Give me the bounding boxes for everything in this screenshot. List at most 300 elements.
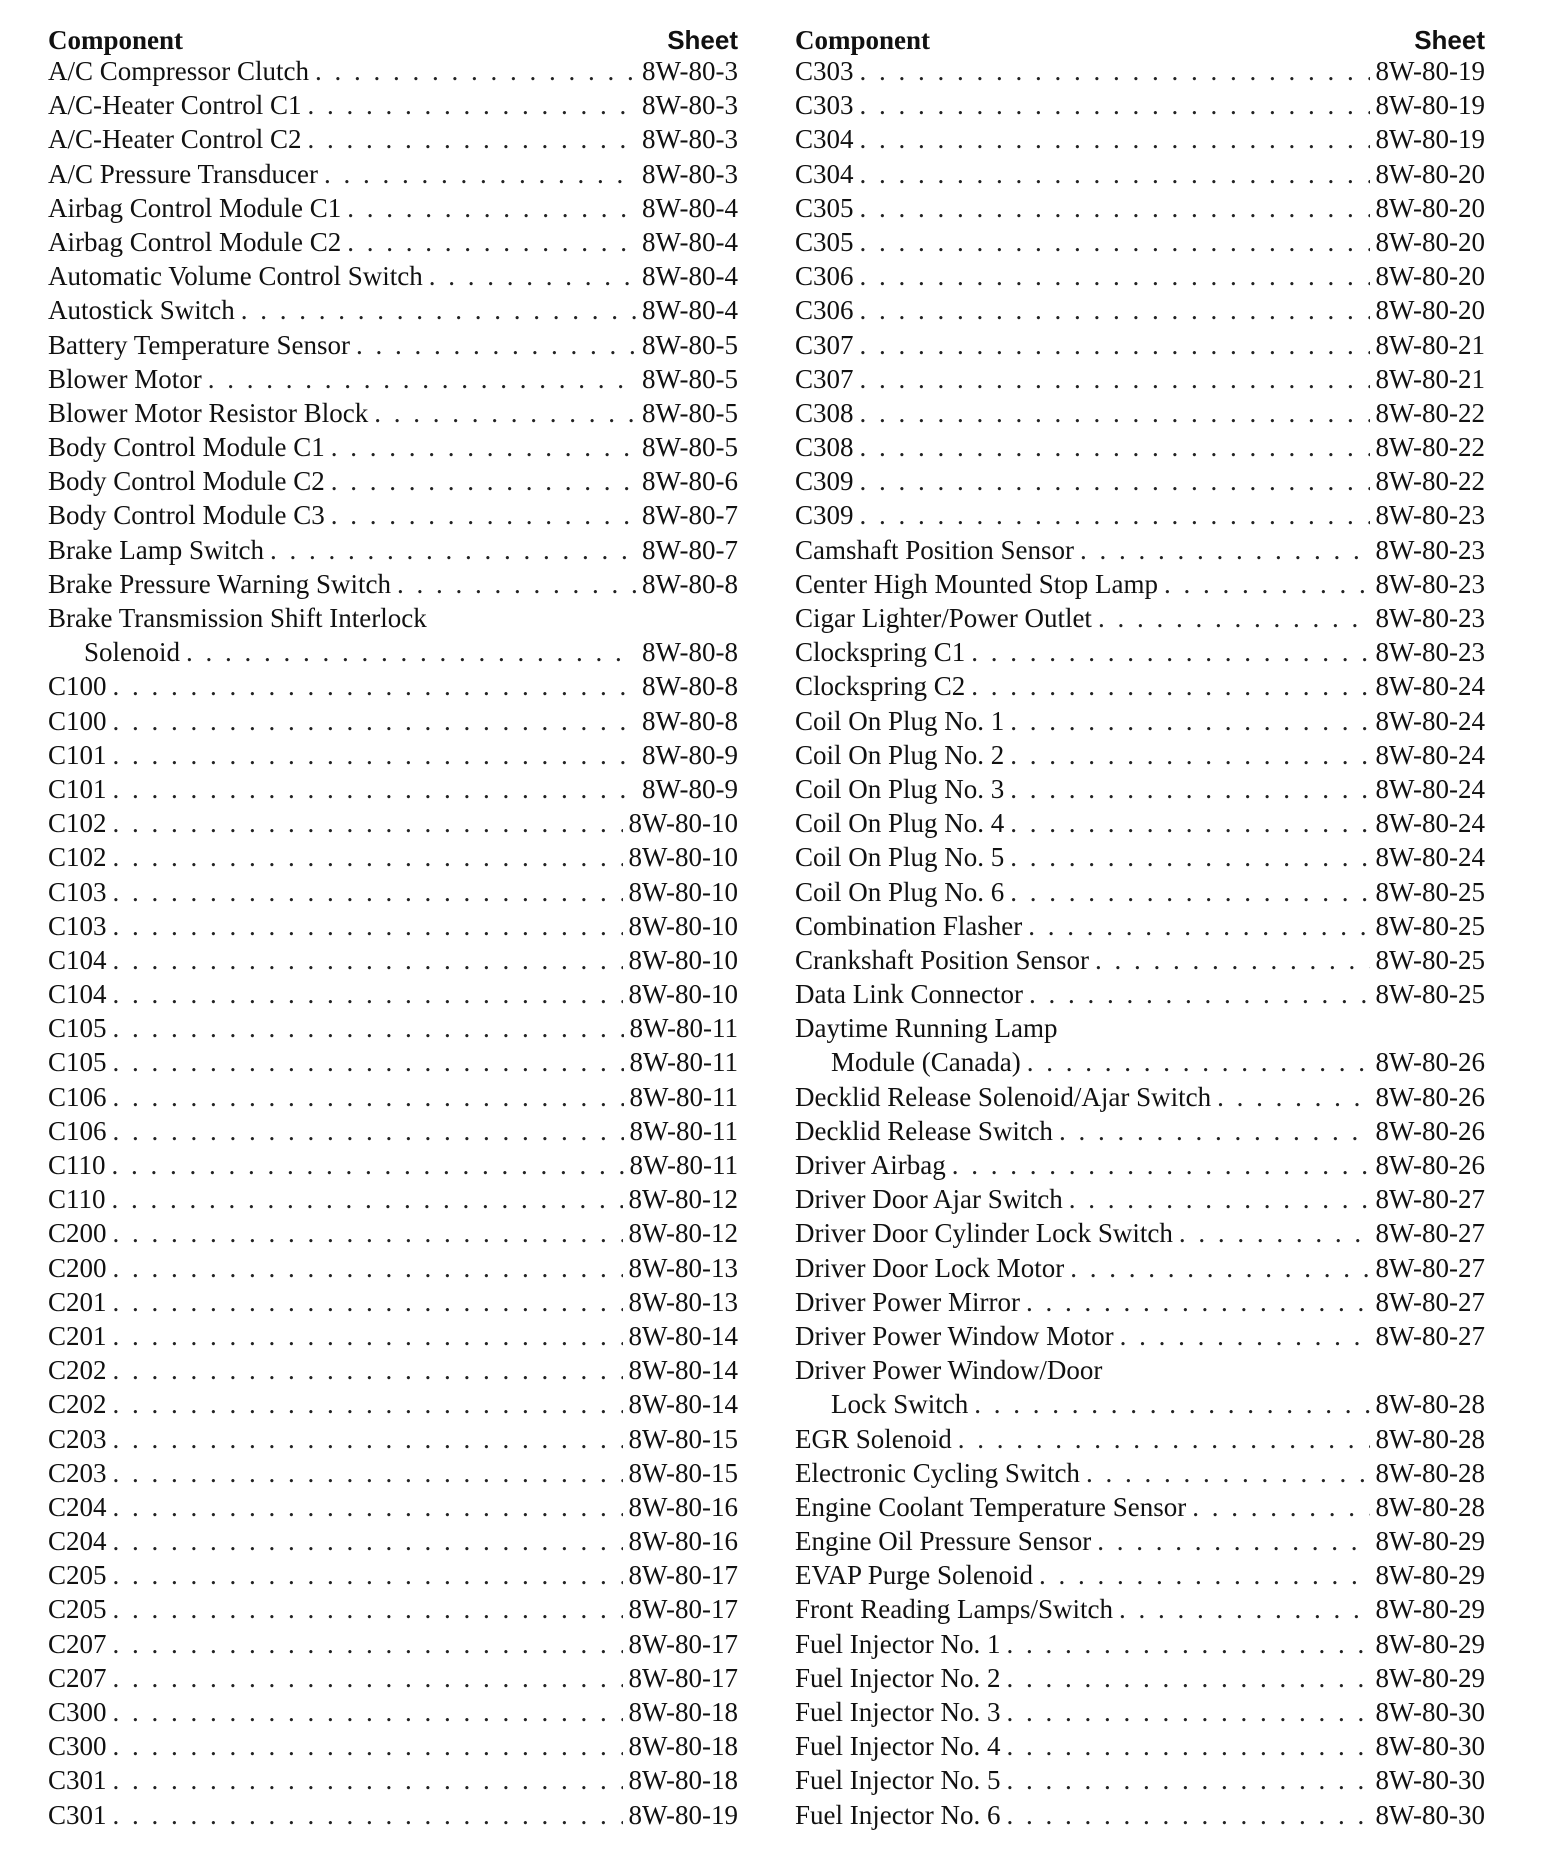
component-name: Fuel Injector No. 6 bbox=[795, 1799, 1001, 1830]
dot-leader bbox=[113, 1287, 623, 1318]
dot-leader bbox=[270, 535, 636, 566]
component-name: Module (Canada) bbox=[831, 1047, 1021, 1078]
component-name: Blower Motor bbox=[48, 363, 202, 394]
sheet-heading: Sheet bbox=[667, 25, 738, 55]
index-entry bbox=[795, 671, 1485, 705]
index-entry bbox=[48, 295, 738, 329]
sheet-number: 8W-80-26 bbox=[1375, 1081, 1485, 1112]
sheet-number: 8W-80-27 bbox=[1375, 1218, 1485, 1249]
index-entry bbox=[48, 90, 738, 124]
component-name: C101 bbox=[48, 773, 107, 804]
dot-leader bbox=[374, 398, 636, 429]
component-name: C207 bbox=[48, 1628, 107, 1659]
component-name: Brake Lamp Switch bbox=[48, 534, 264, 565]
dot-leader bbox=[1006, 1731, 1369, 1762]
index-entry bbox=[795, 535, 1485, 569]
dot-leader bbox=[356, 330, 636, 361]
dot-leader bbox=[113, 1013, 624, 1044]
component-name: C103 bbox=[48, 876, 107, 907]
component-name: C200 bbox=[48, 1218, 107, 1249]
dot-leader bbox=[860, 466, 1370, 497]
index-entry bbox=[48, 398, 738, 432]
index-entry bbox=[48, 1253, 738, 1287]
sheet-number: 8W-80-24 bbox=[1375, 842, 1485, 873]
component-name: Coil On Plug No. 3 bbox=[795, 773, 1005, 804]
dot-leader bbox=[315, 56, 636, 87]
index-entry bbox=[48, 1047, 738, 1081]
dot-leader bbox=[1059, 1116, 1370, 1147]
sheet-number: 8W-80-23 bbox=[1375, 568, 1485, 599]
dot-leader bbox=[113, 1800, 623, 1831]
index-entry bbox=[48, 1287, 738, 1321]
sheet-number: 8W-80-11 bbox=[629, 1081, 738, 1112]
component-name: C204 bbox=[48, 1491, 107, 1522]
dot-leader bbox=[1010, 842, 1369, 873]
index-entry bbox=[48, 1013, 738, 1047]
sheet-number: 8W-80-11 bbox=[629, 1115, 738, 1146]
sheet-number: 8W-80-7 bbox=[642, 500, 738, 531]
index-entry bbox=[48, 1663, 738, 1697]
dot-leader bbox=[113, 1116, 624, 1147]
index-entry bbox=[48, 159, 738, 193]
component-name: C204 bbox=[48, 1526, 107, 1557]
index-entry bbox=[795, 1150, 1485, 1184]
dot-leader bbox=[347, 227, 636, 258]
dot-leader bbox=[113, 1082, 624, 1113]
index-entry bbox=[795, 90, 1485, 124]
component-name: C307 bbox=[795, 363, 854, 394]
index-entry bbox=[795, 1013, 1485, 1047]
component-name: C303 bbox=[795, 56, 854, 86]
component-name: Blower Motor Resistor Block bbox=[48, 397, 369, 428]
component-name: C105 bbox=[48, 1013, 107, 1044]
component-name: C306 bbox=[795, 295, 854, 326]
sheet-number: 8W-80-9 bbox=[642, 773, 738, 804]
sheet-number: 8W-80-4 bbox=[642, 192, 738, 223]
component-name: Combination Flasher bbox=[795, 910, 1023, 941]
index-entry bbox=[48, 466, 738, 500]
dot-leader bbox=[1070, 1253, 1369, 1284]
sheet-number: 8W-80-25 bbox=[1375, 910, 1485, 941]
index-entry bbox=[795, 877, 1485, 911]
index-entry bbox=[48, 1800, 738, 1834]
index-entry bbox=[795, 603, 1485, 637]
index-entry bbox=[48, 1458, 738, 1492]
sheet-number: 8W-80-30 bbox=[1375, 1799, 1485, 1830]
dot-leader bbox=[860, 193, 1370, 224]
component-name: C300 bbox=[48, 1697, 107, 1727]
component-name: Coil On Plug No. 6 bbox=[795, 876, 1005, 907]
sheet-number: 8W-80-19 bbox=[1375, 90, 1485, 121]
component-name: Coil On Plug No. 1 bbox=[795, 705, 1005, 736]
sheet-number: 8W-80-29 bbox=[1375, 1526, 1485, 1557]
index-entry bbox=[795, 1116, 1485, 1150]
index-entry bbox=[795, 1184, 1485, 1218]
dot-leader bbox=[860, 500, 1370, 531]
index-entry bbox=[48, 1116, 738, 1150]
sheet-number: 8W-80-10 bbox=[628, 876, 738, 907]
dot-leader bbox=[860, 90, 1370, 121]
dot-leader bbox=[113, 979, 623, 1010]
component-name: Crankshaft Position Sensor bbox=[795, 944, 1089, 975]
sheet-number: 8W-80-16 bbox=[628, 1526, 738, 1557]
index-entry bbox=[48, 535, 738, 569]
sheet-number: 8W-80-4 bbox=[642, 295, 738, 326]
index-entry bbox=[48, 124, 738, 158]
component-name: C100 bbox=[48, 705, 107, 736]
dot-leader bbox=[324, 159, 636, 190]
sheet-number: 8W-80-29 bbox=[1375, 1560, 1485, 1591]
index-entry bbox=[795, 193, 1485, 227]
right-header bbox=[795, 22, 1485, 56]
component-name: Coil On Plug No. 2 bbox=[795, 739, 1005, 770]
dot-leader bbox=[860, 159, 1370, 190]
dot-leader bbox=[860, 398, 1370, 429]
sheet-number: 8W-80-20 bbox=[1375, 192, 1485, 223]
component-name: C110 bbox=[48, 1150, 106, 1180]
index-entry bbox=[48, 1150, 738, 1184]
dot-leader bbox=[113, 671, 637, 702]
index-entry bbox=[795, 1800, 1485, 1834]
dot-leader bbox=[113, 1697, 623, 1728]
dot-leader bbox=[113, 808, 623, 839]
component-name: Driver Door Ajar Switch bbox=[795, 1184, 1063, 1215]
index-entry bbox=[795, 808, 1485, 842]
dot-leader bbox=[1010, 808, 1369, 839]
component-name: C205 bbox=[48, 1594, 107, 1625]
index-entry bbox=[48, 1355, 738, 1389]
component-heading: Component bbox=[48, 25, 184, 55]
component-name: C102 bbox=[48, 808, 107, 839]
sheet-number: 8W-80-17 bbox=[628, 1594, 738, 1625]
sheet-number: 8W-80-18 bbox=[628, 1731, 738, 1762]
sheet-number: 8W-80-24 bbox=[1375, 705, 1485, 736]
sheet-number: 8W-80-26 bbox=[1375, 1115, 1485, 1146]
sheet-number: 8W-80-27 bbox=[1375, 1184, 1485, 1215]
component-name: C304 bbox=[795, 158, 854, 189]
sheet-number: 8W-80-10 bbox=[628, 808, 738, 839]
sheet-number: 8W-80-5 bbox=[642, 432, 738, 463]
component-name: Clockspring C2 bbox=[795, 671, 966, 702]
left-list bbox=[48, 56, 738, 1834]
index-entry bbox=[795, 1424, 1485, 1458]
component-name: A/C Compressor Clutch bbox=[48, 56, 309, 86]
component-name: Solenoid bbox=[84, 637, 181, 668]
index-entry bbox=[48, 56, 738, 90]
dot-leader bbox=[1217, 1082, 1369, 1113]
index-entry bbox=[48, 877, 738, 911]
index-entry bbox=[48, 979, 738, 1013]
dot-leader bbox=[1039, 1560, 1369, 1591]
sheet-number: 8W-80-19 bbox=[628, 1799, 738, 1830]
dot-leader bbox=[1010, 774, 1369, 805]
component-name: Coil On Plug No. 4 bbox=[795, 808, 1005, 839]
index-entry bbox=[795, 637, 1485, 671]
dot-leader bbox=[113, 1526, 623, 1557]
index-entry bbox=[48, 500, 738, 534]
component-name: C301 bbox=[48, 1765, 107, 1796]
component-name: C305 bbox=[795, 226, 854, 257]
dot-leader bbox=[113, 1389, 623, 1420]
component-name: Center High Mounted Stop Lamp bbox=[795, 568, 1158, 599]
dot-leader bbox=[331, 432, 636, 463]
dot-leader bbox=[208, 364, 636, 395]
dot-leader bbox=[113, 1629, 623, 1660]
sheet-number: 8W-80-30 bbox=[1375, 1731, 1485, 1762]
index-entry bbox=[48, 1731, 738, 1765]
sheet-number: 8W-80-7 bbox=[642, 534, 738, 565]
component-name: Camshaft Position Sensor bbox=[795, 534, 1075, 565]
dot-leader bbox=[1010, 706, 1369, 737]
dot-leader bbox=[1006, 1697, 1369, 1728]
sheet-number: 8W-80-27 bbox=[1375, 1252, 1485, 1283]
index-entry bbox=[795, 1492, 1485, 1526]
dot-leader bbox=[1192, 1492, 1369, 1523]
component-name: C309 bbox=[795, 500, 854, 531]
sheet-number: 8W-80-23 bbox=[1375, 534, 1485, 565]
dot-leader bbox=[1080, 535, 1370, 566]
index-entry bbox=[48, 1697, 738, 1731]
sheet-number: 8W-80-3 bbox=[642, 124, 738, 155]
index-entry bbox=[795, 1458, 1485, 1492]
index-entry bbox=[48, 1594, 738, 1628]
dot-leader bbox=[1010, 877, 1369, 908]
sheet-number: 8W-80-28 bbox=[1375, 1491, 1485, 1522]
component-name: C104 bbox=[48, 944, 107, 975]
dot-leader bbox=[113, 1253, 623, 1284]
dot-leader bbox=[1029, 979, 1370, 1010]
index-entry bbox=[795, 1629, 1485, 1663]
index-entry bbox=[795, 1663, 1485, 1697]
sheet-number: 8W-80-24 bbox=[1375, 808, 1485, 839]
dot-leader bbox=[1006, 1629, 1369, 1660]
component-name: C309 bbox=[795, 466, 854, 497]
component-name: C103 bbox=[48, 910, 107, 941]
sheet-number: 8W-80-14 bbox=[628, 1320, 738, 1351]
sheet-number: 8W-80-20 bbox=[1375, 295, 1485, 326]
dot-leader bbox=[113, 842, 623, 873]
sheet-number: 8W-80-4 bbox=[642, 261, 738, 292]
index-entry bbox=[795, 1047, 1485, 1081]
component-name: Engine Oil Pressure Sensor bbox=[795, 1526, 1092, 1557]
dot-leader bbox=[113, 877, 623, 908]
dot-leader bbox=[1028, 911, 1369, 942]
sheet-number: 8W-80-27 bbox=[1375, 1320, 1485, 1351]
dot-leader bbox=[113, 1765, 623, 1796]
sheet-number: 8W-80-20 bbox=[1375, 261, 1485, 292]
dot-leader bbox=[1086, 1458, 1370, 1489]
sheet-number: 8W-80-25 bbox=[1375, 979, 1485, 1010]
component-name: Fuel Injector No. 4 bbox=[795, 1731, 1001, 1762]
component-name: Decklid Release Switch bbox=[795, 1115, 1053, 1146]
dot-leader bbox=[860, 124, 1370, 155]
dot-leader bbox=[860, 330, 1370, 361]
sheet-number: 8W-80-9 bbox=[642, 739, 738, 770]
dot-leader bbox=[113, 1663, 623, 1694]
index-entry bbox=[795, 261, 1485, 295]
component-name: Driver Power Window/Door bbox=[795, 1355, 1103, 1386]
dot-leader bbox=[1027, 1047, 1370, 1078]
sheet-number: 8W-80-8 bbox=[642, 705, 738, 736]
index-entry bbox=[48, 569, 738, 603]
component-name: Fuel Injector No. 3 bbox=[795, 1697, 1001, 1727]
index-entry bbox=[48, 706, 738, 740]
dot-leader bbox=[113, 1321, 623, 1352]
index-entry bbox=[48, 740, 738, 774]
index-entry bbox=[795, 842, 1485, 876]
sheet-number: 8W-80-23 bbox=[1375, 500, 1485, 531]
index-entry bbox=[795, 1321, 1485, 1355]
sheet-number: 8W-80-10 bbox=[628, 910, 738, 941]
dot-leader bbox=[113, 1218, 623, 1249]
index-entry bbox=[795, 1355, 1485, 1389]
component-name: C201 bbox=[48, 1286, 107, 1317]
index-entry bbox=[48, 1560, 738, 1594]
index-entry bbox=[48, 1218, 738, 1252]
dot-leader bbox=[958, 1424, 1370, 1455]
component-name: C205 bbox=[48, 1560, 107, 1591]
component-name: C200 bbox=[48, 1252, 107, 1283]
sheet-number: 8W-80-26 bbox=[1375, 1047, 1485, 1078]
index-entry bbox=[795, 706, 1485, 740]
dot-leader bbox=[860, 295, 1370, 326]
dot-leader bbox=[113, 1424, 623, 1455]
dot-leader bbox=[1119, 1594, 1370, 1625]
component-name: A/C-Heater Control C2 bbox=[48, 124, 302, 155]
index-entry bbox=[48, 261, 738, 295]
component-heading: Component bbox=[795, 25, 931, 55]
sheet-number: 8W-80-10 bbox=[628, 979, 738, 1010]
dot-leader bbox=[860, 364, 1370, 395]
sheet-number: 8W-80-15 bbox=[628, 1457, 738, 1488]
index-entry bbox=[795, 1253, 1485, 1287]
component-name: Lock Switch bbox=[831, 1389, 969, 1420]
index-entry bbox=[795, 466, 1485, 500]
component-name: C202 bbox=[48, 1355, 107, 1386]
sheet-number: 8W-80-23 bbox=[1375, 637, 1485, 668]
dot-leader bbox=[860, 227, 1370, 258]
sheet-number: 8W-80-22 bbox=[1375, 397, 1485, 428]
sheet-number: 8W-80-11 bbox=[629, 1013, 738, 1044]
component-name: Driver Power Window Motor bbox=[795, 1320, 1114, 1351]
dot-leader bbox=[1006, 1765, 1369, 1796]
sheet-number: 8W-80-14 bbox=[628, 1389, 738, 1420]
sheet-number: 8W-80-28 bbox=[1375, 1423, 1485, 1454]
sheet-number: 8W-80-29 bbox=[1375, 1662, 1485, 1693]
index-entry bbox=[795, 1560, 1485, 1594]
dot-leader bbox=[113, 1594, 623, 1625]
index-entry bbox=[48, 1629, 738, 1663]
index-entry bbox=[795, 945, 1485, 979]
index-entry bbox=[48, 774, 738, 808]
index-entry bbox=[795, 295, 1485, 329]
component-name: C307 bbox=[795, 329, 854, 360]
dot-leader bbox=[1010, 740, 1369, 771]
component-name: C201 bbox=[48, 1320, 107, 1351]
index-entry bbox=[795, 398, 1485, 432]
component-name: Fuel Injector No. 2 bbox=[795, 1662, 1001, 1693]
sheet-number: 8W-80-24 bbox=[1375, 773, 1485, 804]
index-entry bbox=[48, 1321, 738, 1355]
index-entry bbox=[795, 330, 1485, 364]
component-name: Driver Airbag bbox=[795, 1150, 946, 1180]
index-entry bbox=[795, 227, 1485, 261]
dot-leader bbox=[113, 706, 637, 737]
component-name: C306 bbox=[795, 261, 854, 292]
dot-leader bbox=[952, 1150, 1370, 1181]
index-entry bbox=[48, 671, 738, 705]
dot-leader bbox=[1164, 569, 1370, 600]
index-entry bbox=[795, 1287, 1485, 1321]
component-name: Brake Pressure Warning Switch bbox=[48, 568, 392, 599]
component-name: Body Control Module C1 bbox=[48, 432, 325, 463]
sheet-number: 8W-80-25 bbox=[1375, 876, 1485, 907]
sheet-number: 8W-80-17 bbox=[628, 1628, 738, 1659]
sheet-number: 8W-80-24 bbox=[1375, 739, 1485, 770]
component-name: Engine Coolant Temperature Sensor bbox=[795, 1491, 1187, 1522]
index-entry bbox=[48, 637, 738, 671]
index-entry bbox=[795, 1389, 1485, 1423]
component-name: A/C Pressure Transducer bbox=[48, 158, 318, 189]
index-entry bbox=[48, 603, 738, 637]
index-entry bbox=[795, 159, 1485, 193]
index-entry bbox=[48, 364, 738, 398]
sheet-number: 8W-80-13 bbox=[628, 1286, 738, 1317]
sheet-number: 8W-80-26 bbox=[1375, 1150, 1485, 1180]
dot-leader bbox=[241, 295, 636, 326]
sheet-number: 8W-80-8 bbox=[642, 637, 738, 668]
dot-leader bbox=[1098, 603, 1370, 634]
index-entry bbox=[48, 1492, 738, 1526]
component-name: Airbag Control Module C1 bbox=[48, 192, 342, 223]
index-entry bbox=[48, 227, 738, 261]
right-list bbox=[795, 56, 1485, 1834]
component-name: Driver Door Cylinder Lock Switch bbox=[795, 1218, 1173, 1249]
sheet-number: 8W-80-19 bbox=[1375, 56, 1485, 86]
sheet-number: 8W-80-3 bbox=[642, 56, 738, 86]
index-entry bbox=[795, 364, 1485, 398]
sheet-number: 8W-80-21 bbox=[1375, 363, 1485, 394]
dot-leader bbox=[113, 1458, 623, 1489]
sheet-number: 8W-80-27 bbox=[1375, 1286, 1485, 1317]
component-name: C301 bbox=[48, 1799, 107, 1830]
index-entry bbox=[795, 1526, 1485, 1560]
component-name: A/C-Heater Control C1 bbox=[48, 90, 302, 121]
component-name: Data Link Connector bbox=[795, 979, 1023, 1010]
dot-leader bbox=[113, 911, 623, 942]
index-entry bbox=[795, 1765, 1485, 1799]
dot-leader bbox=[1097, 1526, 1369, 1557]
sheet-number: 8W-80-19 bbox=[1375, 124, 1485, 155]
dot-leader bbox=[1026, 1287, 1370, 1318]
dot-leader bbox=[971, 637, 1369, 668]
index-entry bbox=[48, 945, 738, 979]
sheet-number: 8W-80-11 bbox=[629, 1047, 738, 1078]
index-entry bbox=[795, 1594, 1485, 1628]
dot-leader bbox=[1006, 1663, 1369, 1694]
component-name: Airbag Control Module C2 bbox=[48, 226, 342, 257]
index-entry bbox=[795, 500, 1485, 534]
sheet-number: 8W-80-20 bbox=[1375, 226, 1485, 257]
index-entry bbox=[48, 432, 738, 466]
dot-leader bbox=[429, 261, 636, 292]
component-name: Body Control Module C2 bbox=[48, 466, 325, 497]
sheet-number: 8W-80-22 bbox=[1375, 432, 1485, 463]
dot-leader bbox=[860, 56, 1370, 87]
sheet-number: 8W-80-10 bbox=[628, 944, 738, 975]
index-entry bbox=[48, 1082, 738, 1116]
index-entry bbox=[48, 330, 738, 364]
